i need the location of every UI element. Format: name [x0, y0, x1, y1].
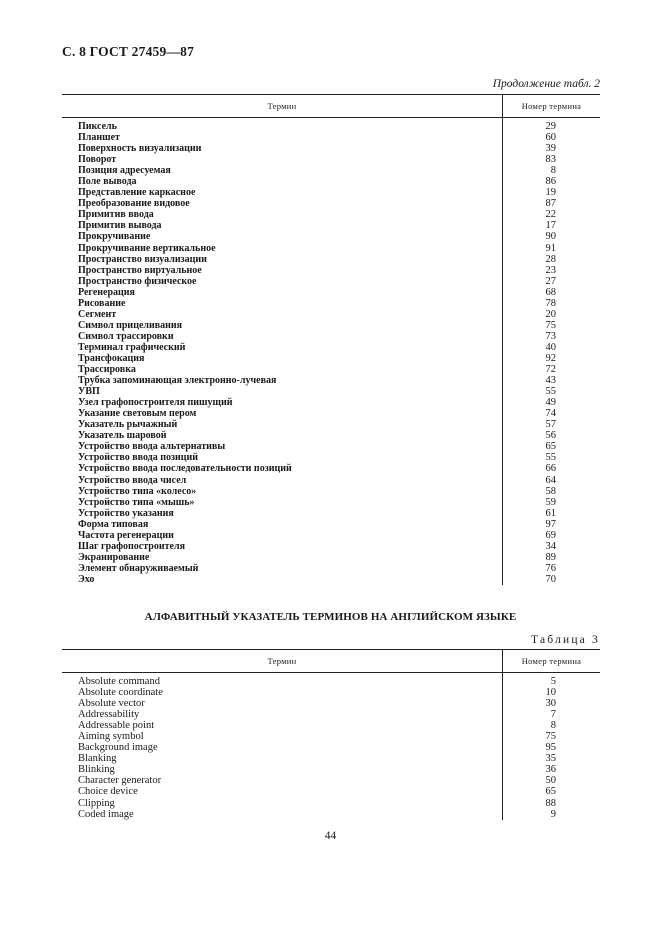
table-row: [62, 132, 600, 143]
term-number-cell: 20: [503, 309, 601, 320]
term-number-cell: 56: [503, 430, 601, 441]
term-cell: Background image: [78, 742, 158, 754]
table-row: [62, 309, 600, 320]
table-row: [62, 118, 600, 133]
section-title: АЛФАВИТНЫЙ УКАЗАТЕЛЬ ТЕРМИНОВ НА АНГЛИЙСКОМ ЯЗЫКЕ: [144, 611, 517, 623]
term-number-cell: 59: [503, 497, 601, 508]
term-cell: Позиция адресуемая: [78, 165, 171, 177]
term-number-cell: 76: [503, 563, 601, 574]
term-cell: Рисование: [78, 297, 126, 309]
term-cell: Absolute command: [78, 676, 160, 687]
term-number-cell: 49: [503, 397, 601, 408]
term-cell: Примитив вывода: [78, 220, 162, 232]
term-cell: Устройство типа «мышь»: [78, 496, 195, 508]
table-row: [62, 698, 600, 709]
table-row: [62, 764, 600, 775]
term-cell: Absolute vector: [78, 698, 145, 710]
table-row: [62, 809, 600, 820]
table-row: [62, 786, 600, 797]
term-cell: Пространство визуализации: [78, 253, 207, 265]
table-row: [62, 353, 600, 364]
term-number-cell: 7: [503, 709, 601, 720]
table-row: [62, 209, 600, 220]
table-row: [62, 486, 600, 497]
term-cell: Трансфокация: [78, 352, 145, 364]
table-3-header-row: [62, 650, 600, 673]
term-cell: УВП: [78, 386, 100, 398]
term-number-cell: 5: [503, 673, 601, 688]
term-number-cell: 30: [503, 698, 601, 709]
term-cell: Устройство ввода чисел: [78, 474, 187, 486]
term-number-cell: 28: [503, 254, 601, 265]
term-cell: Поворот: [78, 154, 117, 166]
term-cell: Экранирование: [78, 551, 150, 563]
term-cell: Трубка запоминающая электронно-лучевая: [78, 375, 277, 387]
term-number-cell: 65: [503, 441, 601, 452]
table-row: [62, 154, 600, 165]
table-row: [62, 798, 600, 809]
table-row: [62, 243, 600, 254]
term-number-cell: 40: [503, 342, 601, 353]
term-cell: Указание световым пером: [78, 408, 197, 420]
term-number-cell: 87: [503, 198, 601, 209]
table-row: [62, 220, 600, 231]
term-number-cell: 78: [503, 298, 601, 309]
term-cell: Пространство виртуальное: [78, 264, 202, 276]
table-3-label: Таблица 3: [531, 634, 600, 646]
term-cell: Choice device: [78, 786, 138, 798]
term-cell: Поле вывода: [78, 176, 137, 188]
term-cell: Эхо: [78, 573, 95, 585]
table-row: [62, 320, 600, 331]
table-row: [62, 742, 600, 753]
table-row: [62, 530, 600, 541]
table-row: [62, 552, 600, 563]
term-cell: Планшет: [78, 132, 120, 144]
table-continuation-label: Продолжение табл. 2: [492, 78, 600, 90]
table-row: [62, 198, 600, 209]
term-number-cell: 8: [503, 720, 601, 731]
table-row: [62, 753, 600, 764]
term-cell: Addressable point: [78, 720, 155, 732]
term-cell: Регенерация: [78, 286, 135, 298]
table-row: [62, 375, 600, 386]
term-number-cell: 60: [503, 132, 601, 143]
term-number-cell: 70: [503, 574, 601, 585]
table-row: [62, 342, 600, 353]
term-number-cell: 89: [503, 552, 601, 563]
term-number-cell: 8: [503, 165, 601, 176]
term-number-cell: 83: [503, 154, 601, 165]
term-cell: Форма типовая: [78, 518, 149, 530]
table-row: [62, 298, 600, 309]
term-cell: Терминал графический: [78, 341, 186, 353]
term-number-cell: 69: [503, 530, 601, 541]
term-number-cell: 39: [503, 143, 601, 154]
term-number-cell: 91: [503, 243, 601, 254]
table-row: [62, 775, 600, 786]
table-row: [62, 731, 600, 742]
term-cell: Blanking: [78, 753, 117, 765]
term-cell: Устройство ввода позиций: [78, 452, 199, 464]
term-number-cell: 27: [503, 276, 601, 287]
table-row: [62, 165, 600, 176]
term-cell: Символ прицеливания: [78, 319, 183, 331]
term-number-cell: 57: [503, 419, 601, 430]
table-row: [62, 386, 600, 397]
term-number-cell: 75: [503, 320, 601, 331]
table-row: [62, 143, 600, 154]
term-cell: Поверхность визуализации: [78, 143, 202, 155]
term-number-cell: 10: [503, 687, 601, 698]
table-3-body: [62, 673, 600, 820]
table-2-number-header: Номер термина: [503, 95, 601, 118]
term-cell: Устройство указания: [78, 507, 174, 519]
table-row: [62, 541, 600, 552]
term-number-cell: 97: [503, 519, 601, 530]
term-number-cell: 22: [503, 209, 601, 220]
term-number-cell: 68: [503, 287, 601, 298]
term-cell: Узел графопостроителя пишущий: [78, 397, 233, 409]
table-3: [62, 649, 600, 820]
term-number-cell: 88: [503, 798, 601, 809]
term-cell: Сегмент: [78, 308, 117, 320]
term-number-cell: 17: [503, 220, 601, 231]
term-cell: Пространство физическое: [78, 275, 197, 287]
term-cell: Преобразование видовое: [78, 198, 190, 210]
table-3-number-header: Номер термина: [503, 650, 601, 673]
term-cell: Частота регенерации: [78, 529, 174, 541]
term-cell: Прокручивание вертикальное: [78, 242, 216, 254]
term-cell: Примитив ввода: [78, 209, 154, 221]
term-number-cell: 86: [503, 176, 601, 187]
term-number-cell: 74: [503, 408, 601, 419]
table-row: [62, 430, 600, 441]
table-row: [62, 563, 600, 574]
table-row: [62, 508, 600, 519]
term-cell: Пиксель: [78, 121, 117, 132]
term-number-cell: 90: [503, 231, 601, 242]
term-number-cell: 64: [503, 475, 601, 486]
table-row: [62, 452, 600, 463]
table-row: [62, 497, 600, 508]
table-2-body: [62, 118, 600, 585]
term-cell: Clipping: [78, 797, 115, 809]
table-row: [62, 519, 600, 530]
term-cell: Устройство ввода последовательности позиций: [78, 463, 292, 475]
term-number-cell: 72: [503, 364, 601, 375]
table-2: [62, 94, 600, 585]
table-2-term-header: Термин: [62, 95, 503, 118]
term-number-cell: 65: [503, 786, 601, 797]
term-cell: Представление каркасное: [78, 187, 196, 199]
table-3-term-header: Термин: [62, 650, 503, 673]
table-row: [62, 276, 600, 287]
table-row: [62, 265, 600, 276]
term-cell: Трассировка: [78, 364, 136, 376]
term-cell: Прокручивание: [78, 231, 151, 243]
term-number-cell: 50: [503, 775, 601, 786]
table-row: [62, 187, 600, 198]
term-cell: Указатель шаровой: [78, 430, 167, 442]
term-cell: Absolute coordinate: [78, 687, 163, 699]
term-cell: Blinking: [78, 764, 115, 776]
term-cell: Addressability: [78, 709, 140, 721]
term-cell: Character generator: [78, 775, 162, 787]
table-row: [62, 441, 600, 452]
table-row: [62, 231, 600, 242]
table-row: [62, 176, 600, 187]
table-row: [62, 574, 600, 585]
term-number-cell: 95: [503, 742, 601, 753]
term-cell: Aiming symbol: [78, 731, 144, 743]
term-cell: Шаг графопостроителя: [78, 540, 185, 552]
term-number-cell: 61: [503, 508, 601, 519]
table-row: [62, 673, 600, 688]
term-cell: Элемент обнаруживаемый: [78, 562, 199, 574]
term-number-cell: 55: [503, 386, 601, 397]
table-row: [62, 419, 600, 430]
term-number-cell: 36: [503, 764, 601, 775]
term-number-cell: 66: [503, 463, 601, 474]
term-number-cell: 23: [503, 265, 601, 276]
term-number-cell: 9: [503, 809, 601, 820]
term-cell: Устройство типа «колесо»: [78, 485, 197, 497]
term-cell: Устройство ввода альтернативы: [78, 441, 226, 453]
term-number-cell: 35: [503, 753, 601, 764]
term-number-cell: 73: [503, 331, 601, 342]
table-row: [62, 709, 600, 720]
term-cell: Coded image: [78, 808, 134, 820]
term-number-cell: 43: [503, 375, 601, 386]
term-number-cell: 92: [503, 353, 601, 364]
term-number-cell: 19: [503, 187, 601, 198]
table-row: [62, 687, 600, 698]
table-row: [62, 287, 600, 298]
table-row: [62, 364, 600, 375]
table-2-header-row: [62, 95, 600, 118]
table-row: [62, 397, 600, 408]
term-cell: Символ трассировки: [78, 330, 174, 342]
table-row: [62, 475, 600, 486]
term-cell: Указатель рычажный: [78, 419, 178, 431]
table-row: [62, 408, 600, 419]
table-row: [62, 463, 600, 474]
table-row: [62, 720, 600, 731]
term-number-cell: 55: [503, 452, 601, 463]
term-number-cell: 75: [503, 731, 601, 742]
page-number: 44: [324, 830, 337, 842]
table-row: [62, 331, 600, 342]
term-number-cell: 29: [503, 118, 601, 133]
page-header: С. 8 ГОСТ 27459—87: [62, 44, 195, 59]
term-number-cell: 58: [503, 486, 601, 497]
term-number-cell: 34: [503, 541, 601, 552]
table-row: [62, 254, 600, 265]
